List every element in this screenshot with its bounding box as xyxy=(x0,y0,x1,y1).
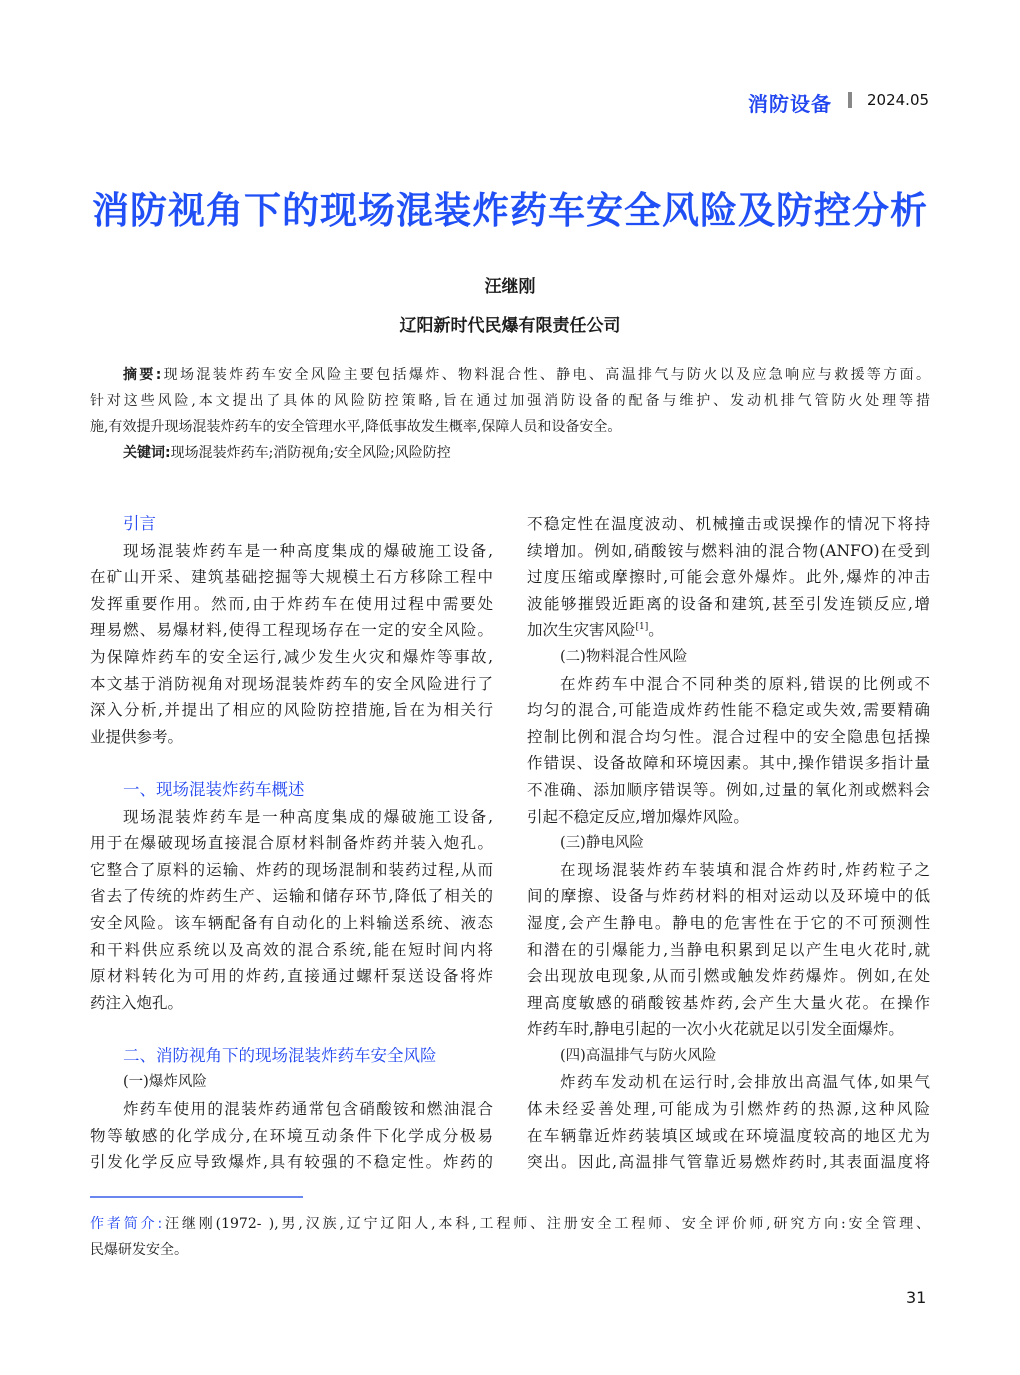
line-text: 和干料供应系统以及高效的混合系统,能在短时间内将 xyxy=(90,940,493,959)
keywords xyxy=(90,440,930,466)
line-text: 均匀的混合,可能造成炸药性能不稳定或失效,需要精确 xyxy=(527,701,930,720)
left-column xyxy=(90,511,493,1176)
line-text: 物等敏感的化学成分,在环境互动条件下化学成分极易 xyxy=(90,1126,493,1145)
affiliation: 辽阳新时代民爆有限责任公司 xyxy=(399,316,621,336)
line-text: 发挥重要作用。然而,由于炸药车在使用过程中需要处 xyxy=(90,594,493,613)
footnote-rule xyxy=(90,1196,303,1198)
paragraph-line xyxy=(90,937,493,964)
line-text: 理高度敏感的硝酸铵基炸药,会产生大量火花。在操作 xyxy=(527,993,930,1012)
paragraph-line xyxy=(90,883,493,910)
line-text: 省去了传统的炸药生产、运输和储存环节,降低了相关的 xyxy=(90,887,493,906)
line-text: 现场混装炸药车是一种高度集成的爆破施工设备, xyxy=(123,541,493,560)
abstract-line xyxy=(90,362,930,388)
paragraph-line xyxy=(90,830,493,857)
page-number: 31 xyxy=(906,1288,927,1307)
paragraph-line xyxy=(527,697,930,724)
footnote-line: 民爆研发安全。 xyxy=(90,1242,188,1258)
paragraph-line xyxy=(527,990,930,1017)
line-text: 它整合了原料的运输、炸药的现场混制和装药过程,从而 xyxy=(90,860,493,879)
paragraph-line xyxy=(527,937,930,964)
paragraph-line xyxy=(527,1149,930,1176)
blank-line xyxy=(90,750,493,777)
line-text: 在炸药车中混合不同种类的原料,错误的比例或不 xyxy=(560,674,930,693)
paragraph-line xyxy=(527,671,930,698)
line-text: 波能够摧毁近距离的设备和建筑,甚至引发连锁反应,增 xyxy=(527,594,930,613)
paragraph-line xyxy=(90,617,493,644)
abstract-text: 现场混装炸药车安全风险主要包括爆炸、物料混合性、静电、高温排气与防火以及应急响应与救援等方面。 xyxy=(161,367,930,383)
line-text: 药注入炮孔。 xyxy=(90,993,184,1012)
paragraph-line xyxy=(90,644,493,671)
paragraph-line xyxy=(527,1016,930,1043)
keywords-label: 关键词: xyxy=(123,445,171,461)
paragraph-line xyxy=(90,724,493,751)
paragraph-line xyxy=(527,617,930,644)
section-heading: 二、消防视角下的现场混装炸药车安全风险 xyxy=(123,1045,437,1065)
paragraph-line xyxy=(527,724,930,751)
line-text: 体未经妥善处理,可能成为引燃炸药的热源,这种风险 xyxy=(527,1100,930,1119)
footnote-line xyxy=(90,1212,930,1238)
line-text: 引起不稳定反应,增加爆炸风险。 xyxy=(527,807,749,826)
article-title: 消防视角下的现场混装炸药车安全风险及防控分析 xyxy=(92,188,928,232)
paragraph-line xyxy=(527,750,930,777)
journal-name: 消防设备 xyxy=(748,92,832,116)
line-text: 在矿山开采、建筑基础挖掘等大规模土石方移除工程中 xyxy=(90,568,493,587)
paragraph-line xyxy=(527,804,930,831)
abstract-line: 施,有效提升现场混装炸药车的安全管理水平,降低事故发生概率,保障人员和设备安全。 xyxy=(90,419,622,435)
abstract-line: 针对这些风险,本文提出了具体的风险防控策略,旨在通过加强消防设备的配备与维护、发动机排气管防火处理等措 xyxy=(90,393,930,409)
paragraph-line xyxy=(527,883,930,910)
right-column xyxy=(527,511,930,1176)
issue-date: 2024.05 xyxy=(867,91,930,109)
line-text: 控制比例和混合均匀性。混合过程中的安全隐患包括操 xyxy=(527,727,930,746)
paragraph-line xyxy=(527,538,930,565)
paragraph-line xyxy=(527,777,930,804)
paragraph-line xyxy=(90,910,493,937)
paragraph-line xyxy=(90,671,493,698)
line-text: 不稳定性在温度波动、机械撞击或误操作的情况下将持 xyxy=(527,515,930,533)
section-heading: 引言 xyxy=(123,514,156,533)
keywords-text: 现场混装炸药车;消防视角;安全风险;风险防控 xyxy=(170,445,451,461)
paragraph-line xyxy=(527,1069,930,1096)
paragraph-line xyxy=(527,564,930,591)
section-heading: 一、现场混装炸药车概述 xyxy=(123,779,305,799)
author-name: 汪继刚 xyxy=(484,277,536,297)
line-text: 加次生灾害风险 xyxy=(527,621,636,640)
line-text: 理易燃、易爆材料,使得工程现场存在一定的安全风险。 xyxy=(90,621,493,640)
line-text: 为保障炸药车的安全运行,减少发生火灾和爆炸等事故, xyxy=(90,647,493,666)
line-text: 炸药车时,静电引起的一次小火花就足以引发全面爆炸。 xyxy=(527,1020,904,1039)
line-text: 湿度,会产生静电。静电的危害性在于它的不可预测性 xyxy=(527,913,930,932)
citation-ref: [1] xyxy=(635,622,649,633)
paragraph-line xyxy=(90,564,493,591)
paragraph-line xyxy=(90,538,493,565)
paragraph-line xyxy=(90,857,493,884)
paragraph-line xyxy=(90,1149,493,1176)
line-end: 。 xyxy=(648,621,664,640)
line-text: 业提供参考。 xyxy=(90,727,184,746)
paragraph-line xyxy=(527,591,930,618)
paragraph-line xyxy=(90,804,493,831)
paragraph-line xyxy=(527,511,930,538)
line-text: 在现场混装炸药车装填和混合炸药时,炸药粒子之 xyxy=(560,860,930,879)
paragraph-line xyxy=(90,963,493,990)
line-text: 和潜在的引爆能力,当静电积累到足以产生电火花时,就 xyxy=(527,940,930,959)
line-text: 过度压缩或摩擦时,可能会意外爆炸。此外,爆炸的冲击 xyxy=(527,568,930,587)
line-text: 在车辆靠近炸药装填区域或在环境温度较高的地区尤为 xyxy=(527,1126,930,1145)
abstract-label: 摘要: xyxy=(123,367,162,383)
line-text: 不准确、添加顺序错误等。例如,过量的氧化剂或燃料会 xyxy=(527,780,930,799)
paragraph-line xyxy=(527,857,930,884)
line-text: 续增加。例如,硝酸铵与燃料油的混合物(ANFO)在受到 xyxy=(527,541,930,560)
subsection-heading: (二)物料混合性风险 xyxy=(560,648,688,665)
header-divider xyxy=(848,92,852,108)
footnote-text: 汪继刚(1972- ),男,汉族,辽宁辽阳人,本科,工程师、注册安全工程师、安全评价师,研究方向:安全管理、 xyxy=(162,1216,931,1232)
footnote-label: 作者简介: xyxy=(90,1216,163,1232)
paragraph-line xyxy=(90,1123,493,1150)
line-text: 炸药车使用的混装炸药通常包含硝酸铵和燃油混合 xyxy=(123,1100,493,1119)
blank-line xyxy=(90,1016,493,1043)
line-text: 作错误、设备故障和环境因素。其中,操作错误多指计量 xyxy=(527,754,930,773)
paragraph-line xyxy=(90,591,493,618)
paragraph-line xyxy=(90,697,493,724)
paragraph-line xyxy=(527,910,930,937)
line-text: 用于在爆破现场直接混合原材料制备炸药并装入炮孔。 xyxy=(90,834,493,853)
paragraph-line xyxy=(90,990,493,1017)
author-footnote xyxy=(90,1212,930,1264)
paragraph-line xyxy=(527,1123,930,1150)
line-text: 安全风险。该车辆配备有自动化的上料输送系统、液态 xyxy=(90,913,493,932)
subsection-heading: (三)静电风险 xyxy=(560,835,644,852)
line-text: 引发化学反应导致爆炸,具有较强的不稳定性。炸药的 xyxy=(90,1153,493,1172)
abstract xyxy=(90,362,930,466)
paragraph-line xyxy=(90,1096,493,1123)
paragraph-line xyxy=(527,1096,930,1123)
line-text: 原材料转化为可用的炸药,直接通过螺杆泵送设备将炸 xyxy=(90,967,493,986)
paragraph-line xyxy=(527,963,930,990)
line-text: 现场混装炸药车是一种高度集成的爆破施工设备, xyxy=(123,807,493,826)
line-text: 间的摩擦、设备与炸药材料的相对运动以及环境中的低 xyxy=(527,887,930,906)
subsection-heading: (四)高温排气与防火风险 xyxy=(560,1047,717,1064)
line-text: 会出现放电现象,从而引燃或触发炸药爆炸。例如,在处 xyxy=(527,967,930,986)
line-text: 突出。因此,高温排气管靠近易燃炸药时,其表面温度将 xyxy=(527,1153,930,1172)
line-text: 本文基于消防视角对现场混装炸药车的安全风险进行了 xyxy=(90,674,493,693)
line-text: 炸药车发动机在运行时,会排放出高温气体,如果气 xyxy=(560,1073,930,1092)
subsection-heading: (一)爆炸风险 xyxy=(123,1074,207,1091)
line-text: 深入分析,并提出了相应的风险防控措施,旨在为相关行 xyxy=(90,701,493,720)
